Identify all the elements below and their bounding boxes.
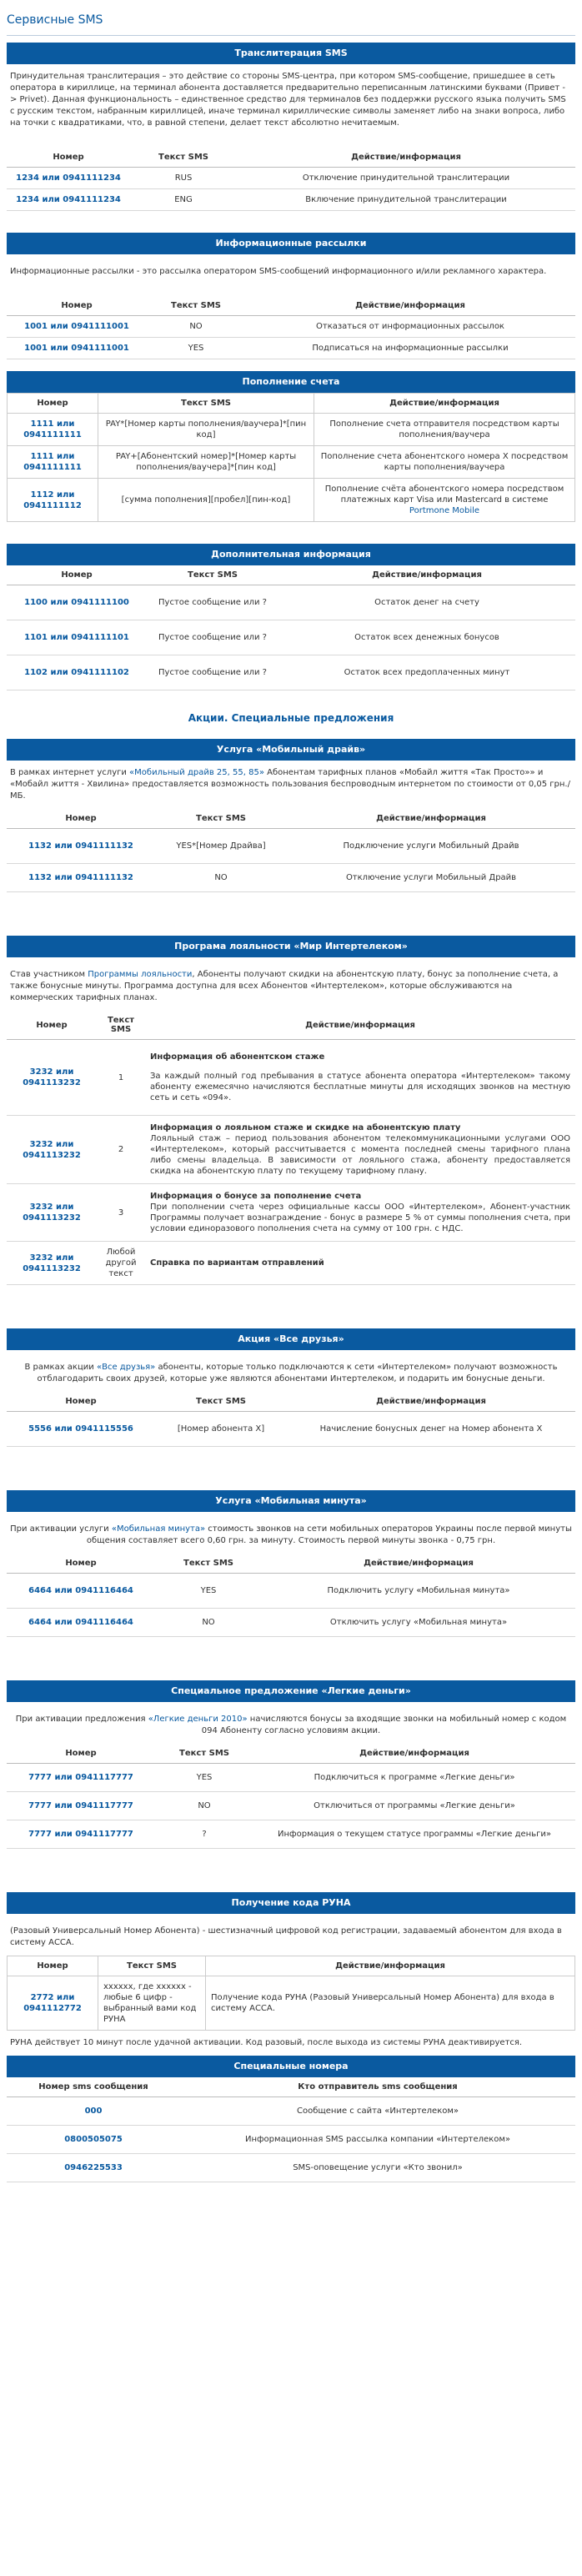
col-header: Текст SMS <box>97 1011 145 1040</box>
table-row <box>7 338 575 359</box>
page-title: Сервисные SMS <box>7 13 103 27</box>
sms-action: Получение кода РУНА (Разовый Универсальный Номер Абонента) для входа в систему АССА. <box>206 1976 575 2031</box>
minute-text <box>10 1524 572 1547</box>
promos-heading: Акции. Специальные предложения <box>188 712 394 724</box>
sms-action <box>145 1116 575 1184</box>
minute-link[interactable]: «Мобильная минута» <box>111 1524 206 1534</box>
col-header: Текст SMS <box>98 1956 206 1976</box>
easy-table <box>7 1744 575 1849</box>
sms-action: Остаток всех денежных бонусов <box>278 620 575 655</box>
sms-number: 1102 или 0941111102 <box>7 655 147 690</box>
table-row <box>7 655 575 690</box>
runa-note: РУНА действует 10 минут после удачной активации. Код разовый, после выхода из системы РУНА деактивируется. <box>10 2038 523 2047</box>
table-row <box>7 189 575 211</box>
sms-number: 1132 или 0941111132 <box>7 864 155 892</box>
sms-number: 1001 или 0941111001 <box>7 338 147 359</box>
sms-number: 2772 или 0941112772 <box>8 1976 98 2031</box>
sms-number: 3232 или 0941113232 <box>7 1242 97 1285</box>
table-row <box>7 1792 575 1820</box>
col-header: Номер <box>7 565 147 585</box>
sms-sender: Сообщение с сайта «Интертелеком» <box>180 2097 575 2126</box>
col-header: Действие/информация <box>206 1956 575 1976</box>
sms-number: 000 <box>7 2097 180 2126</box>
col-header: Действие/информация <box>314 394 575 414</box>
col-header: Номер <box>7 1011 97 1040</box>
loyalty-item-desc: За каждый полный год пребывания в статусе абонента оператора «Интертелеком» такому абоненту ежемесячно начисляются бесплатные минуты для исходящих звонков на местную сеть и сеть «094». <box>150 1072 570 1102</box>
sms-number: 1132 или 0941111132 <box>7 829 155 864</box>
col-header: Номер <box>8 1956 98 1976</box>
col-header: Текст SMS <box>155 1744 253 1764</box>
sms-action: Подключиться к программе «Легкие деньги» <box>253 1764 575 1792</box>
section-banner-extra: Дополнительная информация <box>7 544 575 565</box>
table-row <box>7 1574 575 1609</box>
sms-action: Подключение услуги Мобильный Драйв <box>287 829 575 864</box>
col-header: Текст SMS <box>147 296 245 316</box>
sms-sender: SMS-оповещение услуги «Кто звонил» <box>180 2154 575 2182</box>
col-header: Действие/информация <box>237 148 575 168</box>
table-row <box>7 1242 575 1285</box>
sms-number: 1234 или 0941111234 <box>7 168 130 189</box>
table-row <box>7 2154 575 2182</box>
table-row <box>8 479 575 522</box>
sms-text: [Номер абонента X] <box>155 1412 287 1447</box>
table-row <box>7 1184 575 1242</box>
easy-text <box>10 1714 572 1737</box>
minute-text-post: стоимость звонков на сети мобильных операторов Украины после первой минуты общения составляет всего 0,60 грн. за минуту. Стоимость первой минуты звонка - 0,75 грн. <box>86 1524 572 1545</box>
sms-text: NO <box>147 316 245 338</box>
friends-link[interactable]: «Все друзья» <box>96 1363 156 1372</box>
sms-action: Остаток всех предоплаченных минут <box>278 655 575 690</box>
table-row <box>7 1609 575 1637</box>
drive-text <box>10 767 572 802</box>
col-header: Текст SMS <box>155 1392 287 1412</box>
col-header: Текст SMS <box>155 1554 262 1574</box>
special-table <box>7 2077 575 2182</box>
section-banner-friends: Акция «Все друзья» <box>7 1328 575 1350</box>
sms-number: 1112 или 0941111112 <box>8 479 98 522</box>
table-row <box>7 1820 575 1849</box>
sms-action: Отключиться от программы «Легкие деньги» <box>253 1792 575 1820</box>
loyalty-item-title: Справка по вариантам отправлений <box>150 1258 324 1268</box>
friends-text-pre: В рамках акции <box>24 1363 94 1372</box>
loyalty-text <box>10 969 572 1004</box>
sms-action: Отключить услугу «Мобильная минута» <box>262 1609 575 1637</box>
sms-action: Пополнение счета абонентского номера X посредством карты пополнения/ваучера <box>314 446 575 479</box>
col-header: Текст SMS <box>155 809 287 829</box>
table-row <box>7 1040 575 1116</box>
sms-text: RUS <box>130 168 237 189</box>
sms-text: ENG <box>130 189 237 211</box>
sms-text: 1 <box>97 1040 145 1116</box>
section-banner-translit: Транслитерация SMS <box>7 43 575 64</box>
table-row <box>7 1412 575 1447</box>
col-header: Действие/информация <box>278 565 575 585</box>
drive-table <box>7 809 575 892</box>
section-banner-special: Специальные номера <box>7 2056 575 2077</box>
table-row <box>7 620 575 655</box>
sms-number: 1100 или 0941111100 <box>7 585 147 620</box>
col-header: Текст SMS <box>98 394 314 414</box>
sms-number: 7777 или 0941117777 <box>7 1764 155 1792</box>
sms-number: 1111 или 0941111111 <box>8 414 98 446</box>
extra-table <box>7 565 575 690</box>
easy-text-post: начисляются бонусы за входящие звонки на мобильный номер с кодом 094 Абоненту согласно условиям акции. <box>201 1715 567 1735</box>
loyalty-text-post: , Абоненты получают скидки на абонентскую плату, бонус за пополнение счета, а также бонусные минуты. Программа доступна для всех Абонентов «Интертелеком», которые обслуживаются на коммерческих тарифных планах. <box>10 970 559 1002</box>
loyalty-text-pre: Став участником <box>10 970 86 979</box>
col-header: Действие/информация <box>287 809 575 829</box>
sms-text: хххххх, где хххххх - любые 6 цифр - выбранный вами код РУНА <box>98 1976 206 2031</box>
col-header: Действие/информация <box>262 1554 575 1574</box>
sms-action: Пополнение счета отправителя посредством карты пополнения/ваучера <box>314 414 575 446</box>
col-header: Действие/информация <box>287 1392 575 1412</box>
easy-text-pre: При активации предложения <box>15 1715 146 1724</box>
sms-text: YES <box>155 1764 253 1792</box>
drive-link[interactable]: «Мобильный драйв 25, 55, 85» <box>129 768 264 777</box>
sms-text: YES <box>155 1574 262 1609</box>
sms-action: Отключение услуги Мобильный Драйв <box>287 864 575 892</box>
section-banner-loyalty: Програма лояльности «Мир Интертелеком» <box>7 936 575 957</box>
sms-number: 6464 или 0941116464 <box>7 1574 155 1609</box>
easy-link[interactable]: «Легкие деньги 2010» <box>148 1715 248 1724</box>
sms-action: Включение принудительной транслитерации <box>237 189 575 211</box>
sms-number: 0946225533 <box>7 2154 180 2182</box>
sms-text: PAY+[Абонентский номер]*[Номер карты пополнения/ваучера]*[пин код] <box>98 446 314 479</box>
table-row <box>7 168 575 189</box>
sms-action: Отказаться от информационных рассылок <box>245 316 575 338</box>
table-row <box>7 829 575 864</box>
table-row <box>8 414 575 446</box>
sms-text: ? <box>155 1820 253 1849</box>
sms-number: 7777 или 0941117777 <box>7 1792 155 1820</box>
sms-number: 1111 или 0941111111 <box>8 446 98 479</box>
sms-number: 0800505075 <box>7 2126 180 2154</box>
col-header: Текст SMS <box>147 565 278 585</box>
sms-number: 1101 или 0941111101 <box>7 620 147 655</box>
sms-action: Отключение принудительной транслитерации <box>237 168 575 189</box>
section-banner-easy: Специальное предложение «Легкие деньги» <box>7 1680 575 1702</box>
minute-text-pre: При активации услуги <box>10 1524 109 1534</box>
loyalty-item-title: Информация об абонентском стаже <box>150 1052 325 1062</box>
sms-text: PAY*[Номер карты пополнения/ваучера]*[пин код] <box>98 414 314 446</box>
info-text: Информационные рассылки - это рассылка оператором SMS-сообщений информационного и/или рекламного характера. <box>10 267 547 276</box>
sms-action <box>145 1242 575 1285</box>
sms-action <box>145 1040 575 1116</box>
col-header: Текст SMS <box>130 148 237 168</box>
sms-text: Пустое сообщение или ? <box>147 620 278 655</box>
sms-sender: Информационная SMS рассылка компании «Интертелеком» <box>180 2126 575 2154</box>
info-table <box>7 296 575 359</box>
sms-text: Пустое сообщение или ? <box>147 585 278 620</box>
sms-text: Пустое сообщение или ? <box>147 655 278 690</box>
table-row <box>8 446 575 479</box>
runa-text: (Разовый Универсальный Номер Абонента) - шестизначный цифровой код регистрации, задаваемый абонентом для входа в систему АССА. <box>10 1926 562 1947</box>
col-header: Номер <box>7 809 155 829</box>
sms-action: Начисление бонусных денег на Номер абонента X <box>287 1412 575 1447</box>
translit-text: Принудительная транслитерация – это действие со стороны SMS-центра, при котором SMS-сообщение, пришедшее в сеть оператора в кириллице, на терминал абонента доставляется предварительно переписанным латинскими буквами (Привет -> Privet). Данная функциональность – единственное средство для терминалов без поддержки русского языка получить SMS с русским текстом, набранным кириллицей, иначе терминал кириллические символы заменяет либо на знаки вопроса, либо на точки с квадратиками, что, в равной степени, делает текст абсолютно нечитаемым. <box>10 72 566 128</box>
col-header: Действие/информация <box>245 296 575 316</box>
sms-action: Подключить услугу «Мобильная минута» <box>262 1574 575 1609</box>
sms-number: 5556 или 0941115556 <box>7 1412 155 1447</box>
col-header: Действие/информация <box>253 1744 575 1764</box>
col-header: Номер <box>7 296 147 316</box>
sms-text: YES <box>147 338 245 359</box>
sms-text: YES*[Номер Драйва] <box>155 829 287 864</box>
page <box>0 13 582 2182</box>
friends-table <box>7 1392 575 1447</box>
sms-number: 6464 или 0941116464 <box>7 1609 155 1637</box>
col-header: Номер sms сообщения <box>7 2077 180 2097</box>
sms-action <box>145 1184 575 1242</box>
col-header: Номер <box>8 394 98 414</box>
runa-table <box>7 1956 575 2031</box>
sms-text: NO <box>155 864 287 892</box>
sms-action: Подписаться на информационные рассылки <box>245 338 575 359</box>
col-header: Номер <box>7 1744 155 1764</box>
sms-number: 7777 или 0941117777 <box>7 1820 155 1849</box>
loyalty-link[interactable]: Программы лояльности <box>88 970 193 979</box>
sms-text: [сумма пополнения][пробел][пин-код] <box>98 479 314 522</box>
title-divider <box>7 35 575 36</box>
sms-action: Остаток денег на счету <box>278 585 575 620</box>
table-row <box>7 2126 575 2154</box>
loyalty-item-title: Информация о бонусе за пополнение счета <box>150 1192 362 1201</box>
table-row <box>7 1764 575 1792</box>
col-header: Кто отправитель sms сообщения <box>180 2077 575 2097</box>
table-row <box>7 864 575 892</box>
sms-number: 1234 или 0941111234 <box>7 189 130 211</box>
loyalty-item-desc: При пополнении счета через официальные кассы ООО «Интертелеком», Абонент-участник Программы получает вознаграждение - бонус в размере 5 % от суммы пополнения счета, при условии единоразового пополнения счета на сумму от 100 грн. с НДС. <box>150 1203 570 1233</box>
portmone-link[interactable]: Portmone Mobile <box>409 506 480 515</box>
table-row <box>7 2097 575 2126</box>
friends-text-post: абоненты, которые только подключаются к сети «Интертелеком» получают возможность отблагодарить своих друзей, которые уже являются абонентами Интертелеком, и подарить им бонусные деньги. <box>37 1363 558 1383</box>
sms-text: Любой другой текст <box>97 1242 145 1285</box>
col-header: Номер <box>7 1392 155 1412</box>
section-banner-minute: Услуга «Мобильная минута» <box>7 1490 575 1512</box>
section-banner-topup: Пополнение счета <box>7 371 575 393</box>
sms-text: NO <box>155 1792 253 1820</box>
sms-text: 2 <box>97 1116 145 1184</box>
loyalty-item-title: Информация о лояльном стаже и скидке на абонентскую плату <box>150 1123 461 1132</box>
col-header: Номер <box>7 1554 155 1574</box>
sms-action-text: Пополнение счёта абонентского номера посредством платежных карт Visa или Mastercard в системе <box>324 485 564 505</box>
topup-table <box>7 393 575 522</box>
sms-text: 3 <box>97 1184 145 1242</box>
table-row <box>7 1116 575 1184</box>
table-row <box>8 1976 575 2031</box>
minute-table <box>7 1554 575 1637</box>
drive-text-post: Абонентам тарифных планов «Мобайл життя «Так Просто»» и «Мобайл життя - Хвилина» предоставляется возможность пользования беспроводным интернетом по стоимости от 0,05 грн./МБ. <box>10 768 570 801</box>
sms-action: Информация о текущем статусе программы «Легкие деньги» <box>253 1820 575 1849</box>
loyalty-table <box>7 1011 575 1285</box>
sms-number: 3232 или 0941113232 <box>7 1040 97 1116</box>
drive-text-pre: В рамках интернет услуги <box>10 768 127 777</box>
col-header: Номер <box>7 148 130 168</box>
sms-number: 1001 или 0941111001 <box>7 316 147 338</box>
sms-text: NO <box>155 1609 262 1637</box>
table-row <box>7 316 575 338</box>
sms-number: 3232 или 0941113232 <box>7 1116 97 1184</box>
section-banner-info: Информационные рассылки <box>7 233 575 254</box>
friends-text <box>10 1362 572 1385</box>
col-header: Действие/информация <box>145 1011 575 1040</box>
table-row <box>7 585 575 620</box>
translit-table <box>7 148 575 211</box>
section-banner-runa: Получение кода РУНА <box>7 1892 575 1914</box>
loyalty-item-desc: Лояльный стаж – период пользования абонентом телекоммуникационными услугами ООО «Интертелеком», который рассчитывается с момента последней смены тарифного плана либо смены владельца. В зависимости от лояльного стажа, абоненту предоставляется скидка на абонентскую плату по текущему тарифному плану. <box>150 1134 570 1176</box>
sms-number: 3232 или 0941113232 <box>7 1184 97 1242</box>
sms-action <box>314 479 575 522</box>
section-banner-drive: Услуга «Мобильный драйв» <box>7 739 575 761</box>
